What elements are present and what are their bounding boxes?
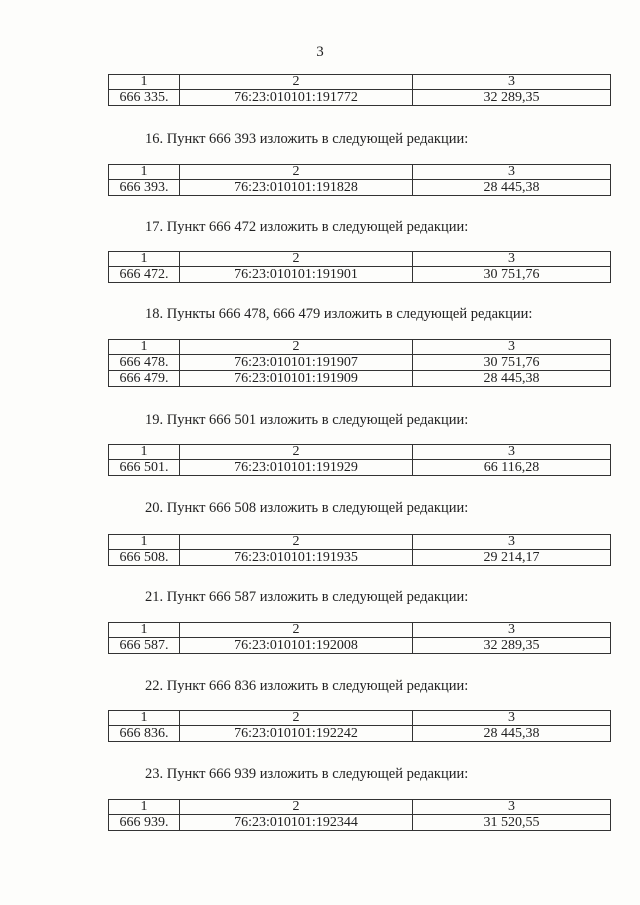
- section-table: [108, 444, 611, 476]
- table-row: [109, 550, 611, 566]
- section-heading: 23. Пункт 666 939 изложить в следующей редакции:: [145, 766, 469, 782]
- table-row: [109, 815, 611, 831]
- header-cell: 2: [180, 535, 413, 550]
- header-cell: 1: [109, 340, 180, 355]
- section-heading: 19. Пункт 666 501 изложить в следующей редакции:: [145, 412, 469, 428]
- header-cell: 1: [109, 711, 180, 726]
- table-row: [109, 726, 611, 742]
- item-number-cell: 666 501.: [109, 460, 180, 476]
- header-cell: 3: [413, 800, 611, 815]
- cadastral-number-cell: 76:23:010101:191828: [180, 180, 413, 196]
- cadastral-number-cell: 76:23:010101:192242: [180, 726, 413, 742]
- page-number: 3: [316, 44, 324, 60]
- table-header-row: [109, 75, 611, 90]
- value-cell: 32 289,35: [413, 638, 611, 654]
- header-cell: 3: [413, 75, 611, 90]
- header-cell: 3: [413, 340, 611, 355]
- section-table: [108, 799, 611, 831]
- header-cell: 2: [180, 445, 413, 460]
- cadastral-number-cell: 76:23:010101:192344: [180, 815, 413, 831]
- header-cell: 1: [109, 535, 180, 550]
- table-header-row: [109, 711, 611, 726]
- table-header-row: [109, 535, 611, 550]
- header-cell: 2: [180, 800, 413, 815]
- value-cell: 28 445,38: [413, 726, 611, 742]
- header-cell: 1: [109, 800, 180, 815]
- item-number-cell: 666 939.: [109, 815, 180, 831]
- cadastral-number-cell: 76:23:010101:191772: [180, 90, 413, 106]
- header-cell: 3: [413, 535, 611, 550]
- table-header-row: [109, 165, 611, 180]
- header-cell: 3: [413, 623, 611, 638]
- header-cell: 1: [109, 445, 180, 460]
- value-cell: 28 445,38: [413, 371, 611, 387]
- cadastral-number-cell: 76:23:010101:191935: [180, 550, 413, 566]
- header-cell: 2: [180, 165, 413, 180]
- section-table: [108, 710, 611, 742]
- section-table: [108, 251, 611, 283]
- value-cell: 32 289,35: [413, 90, 611, 106]
- table-row: [109, 355, 611, 371]
- section-heading: 18. Пункты 666 478, 666 479 изложить в следующей редакции:: [145, 306, 533, 322]
- section-table: [108, 164, 611, 196]
- item-number-cell: 666 479.: [109, 371, 180, 387]
- header-cell: 1: [109, 75, 180, 90]
- value-cell: 31 520,55: [413, 815, 611, 831]
- section-heading: 17. Пункт 666 472 изложить в следующей редакции:: [145, 219, 469, 235]
- header-cell: 2: [180, 340, 413, 355]
- item-number-cell: 666 478.: [109, 355, 180, 371]
- value-cell: 28 445,38: [413, 180, 611, 196]
- section-heading: 20. Пункт 666 508 изложить в следующей редакции:: [145, 500, 469, 516]
- table-row: [109, 180, 611, 196]
- header-cell: 3: [413, 252, 611, 267]
- item-number-cell: 666 587.: [109, 638, 180, 654]
- header-cell: 2: [180, 252, 413, 267]
- table-row: [109, 460, 611, 476]
- cadastral-number-cell: 76:23:010101:192008: [180, 638, 413, 654]
- item-number-cell: 666 393.: [109, 180, 180, 196]
- item-number-cell: 666 508.: [109, 550, 180, 566]
- table-row: [109, 638, 611, 654]
- header-cell: 3: [413, 445, 611, 460]
- cadastral-number-cell: 76:23:010101:191901: [180, 267, 413, 283]
- item-number-cell: 666 472.: [109, 267, 180, 283]
- cadastral-number-cell: 76:23:010101:191909: [180, 371, 413, 387]
- item-number-cell: 666 335.: [109, 90, 180, 106]
- header-cell: 2: [180, 75, 413, 90]
- header-cell: 1: [109, 165, 180, 180]
- header-cell: 3: [413, 711, 611, 726]
- section-table: [108, 534, 611, 566]
- header-cell: 3: [413, 165, 611, 180]
- section-heading: 22. Пункт 666 836 изложить в следующей редакции:: [145, 678, 469, 694]
- value-cell: 30 751,76: [413, 267, 611, 283]
- header-cell: 2: [180, 623, 413, 638]
- header-cell: 1: [109, 252, 180, 267]
- table-header-row: [109, 340, 611, 355]
- section-table: [108, 339, 611, 387]
- value-cell: 29 214,17: [413, 550, 611, 566]
- table-row: [109, 90, 611, 106]
- table-first: [108, 74, 611, 106]
- section-heading: 16. Пункт 666 393 изложить в следующей редакции:: [145, 131, 469, 147]
- value-cell: 66 116,28: [413, 460, 611, 476]
- header-cell: 1: [109, 623, 180, 638]
- section-table: [108, 622, 611, 654]
- header-cell: 2: [180, 711, 413, 726]
- table-row: [109, 371, 611, 387]
- table-header-row: [109, 445, 611, 460]
- section-heading: 21. Пункт 666 587 изложить в следующей редакции:: [145, 589, 469, 605]
- table-header-row: [109, 252, 611, 267]
- cadastral-number-cell: 76:23:010101:191907: [180, 355, 413, 371]
- table-header-row: [109, 623, 611, 638]
- table-row: [109, 267, 611, 283]
- value-cell: 30 751,76: [413, 355, 611, 371]
- table-header-row: [109, 800, 611, 815]
- item-number-cell: 666 836.: [109, 726, 180, 742]
- cadastral-number-cell: 76:23:010101:191929: [180, 460, 413, 476]
